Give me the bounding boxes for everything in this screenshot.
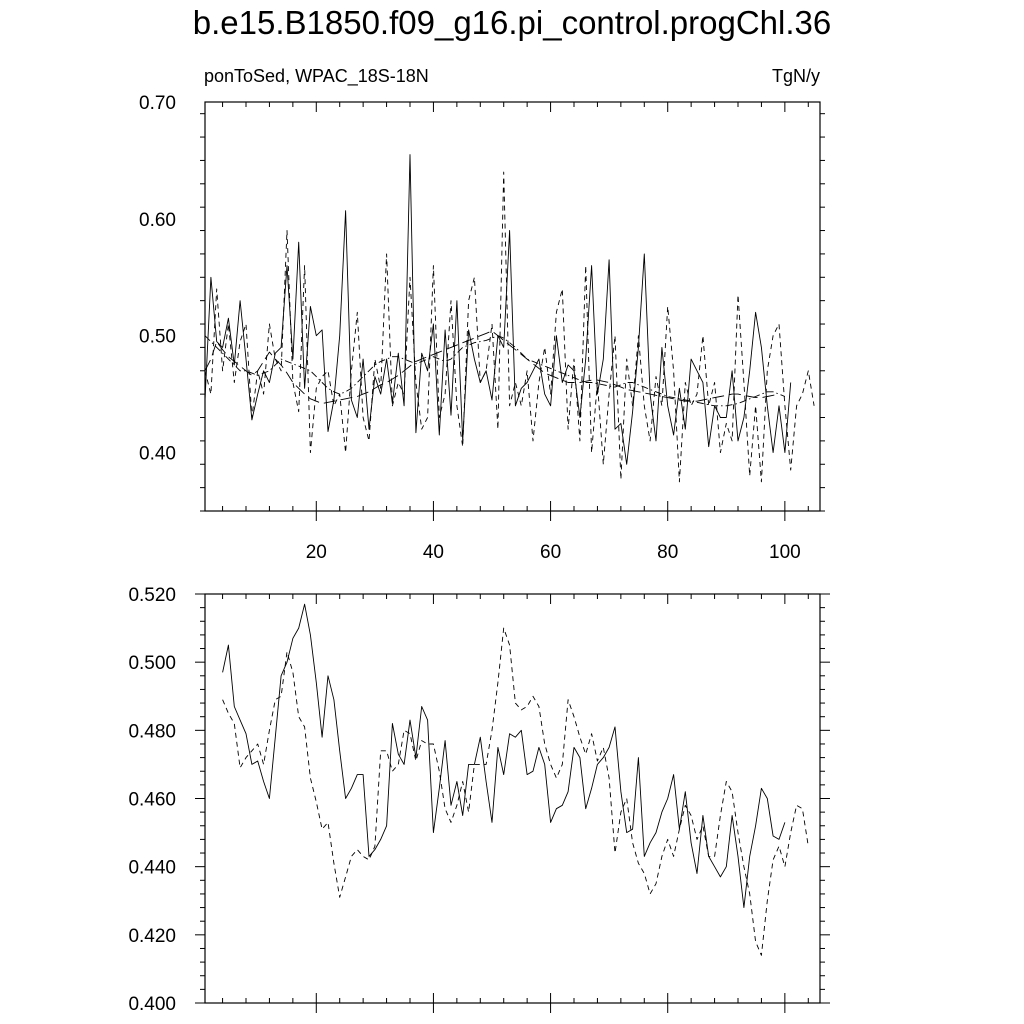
series-line-dashed bbox=[223, 628, 809, 955]
chart-title: b.e15.B1850.f09_g16.pi_control.progChl.36 bbox=[192, 4, 832, 41]
x-tick-label: 100 bbox=[769, 542, 801, 563]
plot-frame bbox=[205, 594, 820, 1003]
y-tick-label: 0.440 bbox=[128, 857, 176, 879]
y-tick-label: 0.420 bbox=[128, 925, 176, 947]
chart-panel-2 bbox=[128, 585, 830, 1015]
units-label: TgN/y bbox=[771, 66, 820, 86]
y-tick-label: 0.40 bbox=[139, 443, 176, 465]
y-tick-label: 0.400 bbox=[128, 994, 176, 1015]
series-line-solid bbox=[205, 155, 791, 465]
y-tick-label: 0.60 bbox=[139, 209, 176, 231]
variable-region-label: ponToSed, WPAC_18S-18N bbox=[204, 66, 429, 86]
y-tick-label: 0.70 bbox=[139, 93, 176, 114]
chart-panel-1 bbox=[139, 93, 825, 563]
y-tick-label: 0.480 bbox=[128, 721, 176, 743]
x-tick-label: 20 bbox=[305, 542, 327, 563]
y-tick-label: 0.460 bbox=[128, 789, 176, 811]
y-tick-label: 0.520 bbox=[128, 585, 176, 606]
y-tick-label: 0.500 bbox=[128, 653, 176, 675]
series-line-dashed bbox=[205, 172, 814, 482]
y-tick-label: 0.50 bbox=[139, 326, 176, 348]
series-line-solid bbox=[223, 604, 785, 907]
x-tick-label: 60 bbox=[540, 542, 562, 563]
x-tick-label: 80 bbox=[657, 542, 679, 563]
x-tick-label: 40 bbox=[422, 542, 444, 563]
